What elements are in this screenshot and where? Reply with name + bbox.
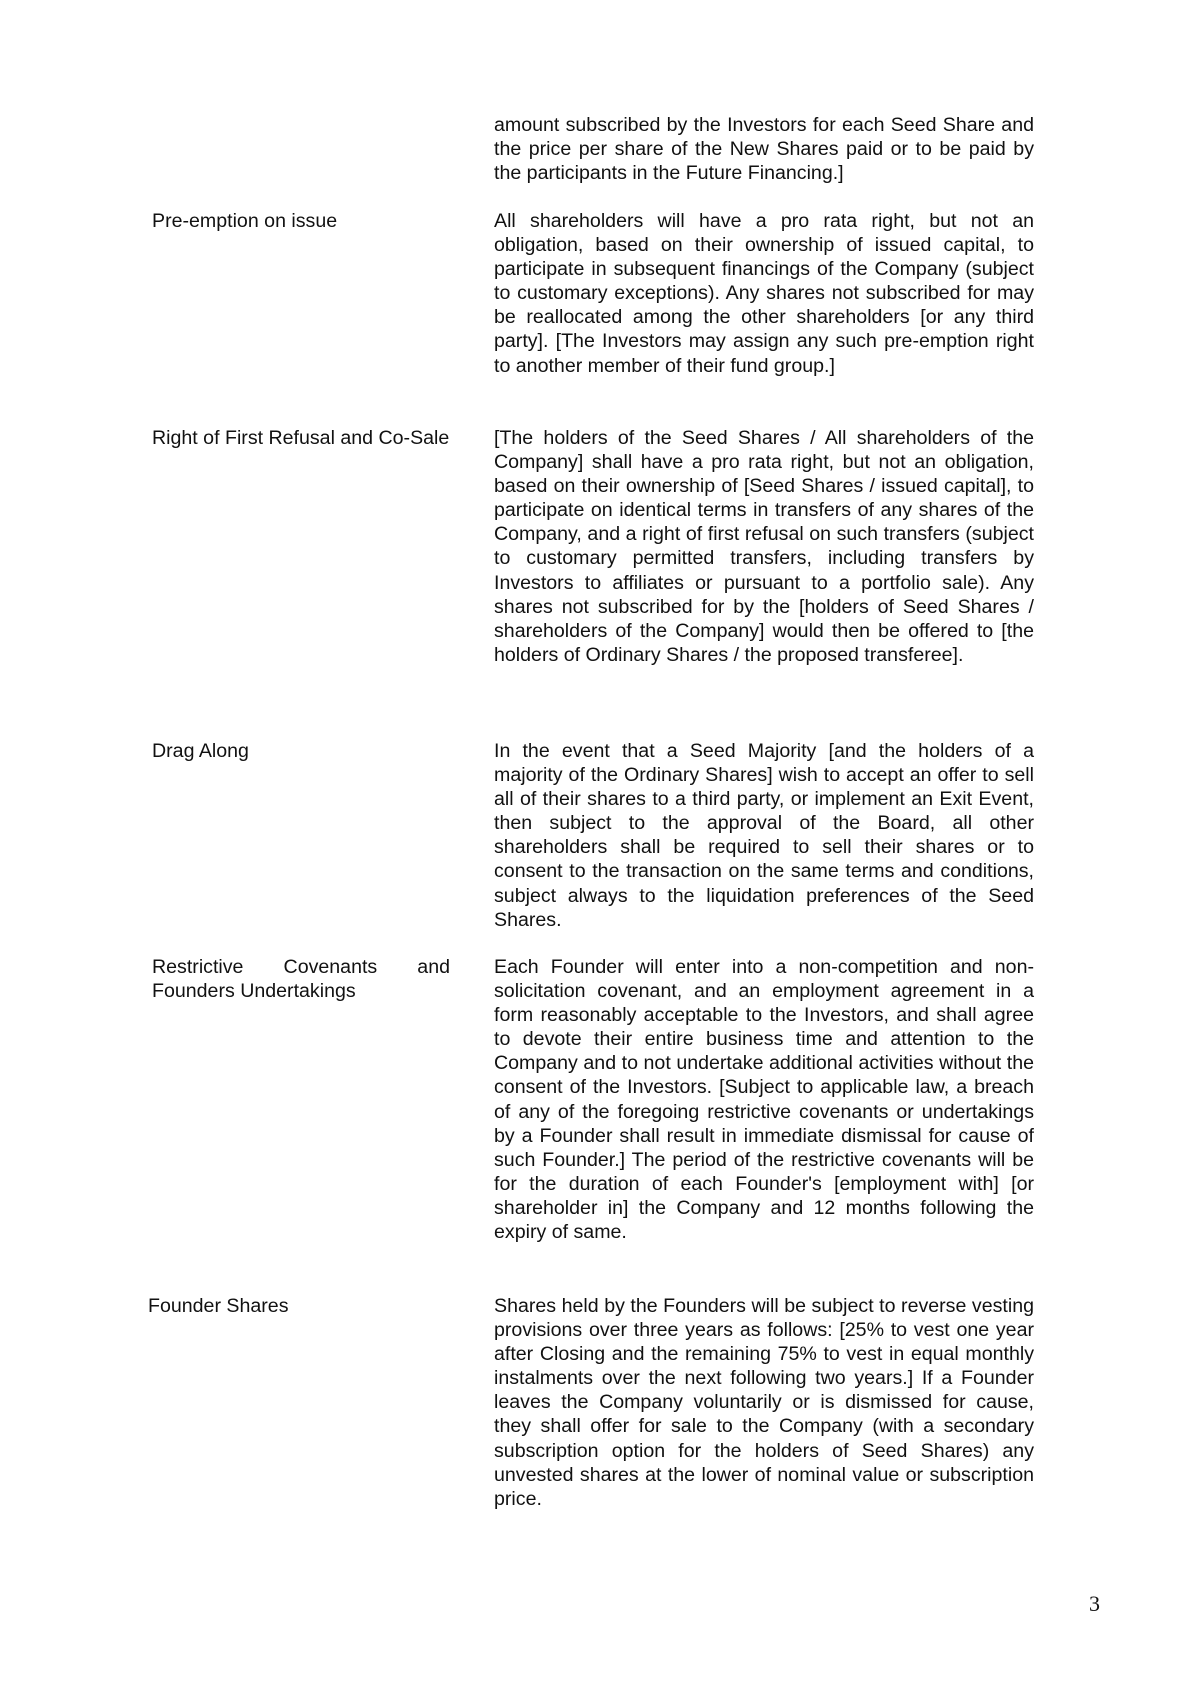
section-heading: Right of First Refusal and Co-Sale <box>152 427 450 449</box>
section-text: [The holders of the Seed Shares / All shareholders of the Company] shall have a pro rata right, but not an obligation, based on their ownership of [Seed Shares / issued capital], to participate on identical terms in transfers of any shares of the Company, and a right of first refusal on such transfers (subject to customary permitted transfers, including transfers by Investors to affiliates or pursuant to a portfolio sale). Any shares not subscribed for by the [holders of Seed Shares / shareholders of the Company] would then be offered to [the holders of Ordinary Shares / the proposed transferee]. <box>494 427 1034 666</box>
section-heading: Restrictive Covenants and Founders Undertakings <box>152 956 450 1002</box>
section-text: Each Founder will enter into a non-competition and non-solicitation covenant, and an employment agreement in a form reasonably acceptable to the Investors, and shall agree to devote their entire business time and attention to the Company and to not undertake additional activities without the consent of the Investors. [Subject to applicable law, a breach of any of the foregoing restrictive covenants or undertakings by a Founder shall result in immediate dismissal for cause of such Founder.] The period of the restrictive covenants will be for the duration of each Founder's [employment with] [or shareholder in] the Company and 12 months following the expiry of same. <box>494 956 1034 1244</box>
intro-text: amount subscribed by the Investors for each Seed Share and the price per share of the New Shares paid or to be paid by the participants in the Future Financing.] <box>494 114 1034 185</box>
section-text: In the event that a Seed Majority [and the holders of a majority of the Ordinary Shares] wish to accept an offer to sell all of their shares to a third party, or implement an Exit Event, then subject to the approval of the Board, all other shareholders shall be required to sell their shares or to consent to the transaction on the same terms and conditions, subject always to the liquidation preferences of the Seed Shares. <box>494 740 1034 931</box>
section-heading: Pre-emption on issue <box>152 210 338 232</box>
section-text: Shares held by the Founders will be subject to reverse vesting provisions over three years as follows: [25% to vest one year after Closing and the remaining 75% to vest in equal monthly instalments over the next following two years.] If a Founder leaves the Company voluntarily or is dismissed for cause, they shall offer for sale to the Company (with a secondary subscription option for the holders of Seed Shares) any unvested shares at the lower of nominal value or subscription price. <box>494 1295 1034 1510</box>
section-heading: Drag Along <box>152 740 249 762</box>
page-number: 3 <box>1089 1591 1100 1616</box>
section-text: All shareholders will have a pro rata right, but not an obligation, based on their ownership of issued capital, to participate in subsequent financings of the Company (subject to customary exceptions). Any shares not subscribed for may be reallocated among the other shareholders [or any third party]. [The Investors may assign any such pre-emption right to another member of their fund group.] <box>494 210 1034 377</box>
section-heading: Founder Shares <box>148 1295 289 1317</box>
